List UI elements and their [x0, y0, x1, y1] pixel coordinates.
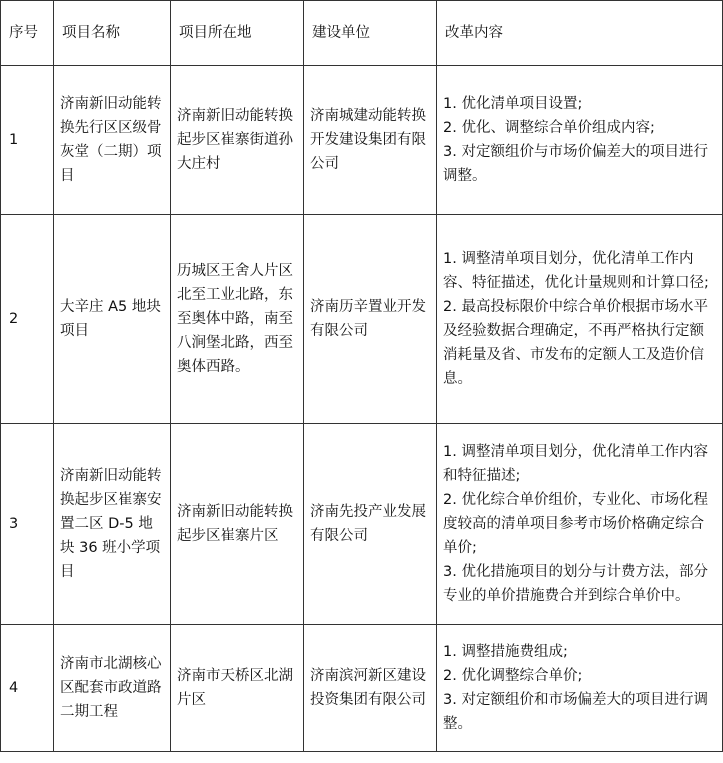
reform-content	[437, 66, 723, 215]
table-row	[1, 215, 723, 424]
construction-unit: 济南历辛置业开发有限公司	[304, 215, 437, 424]
row-number: 2	[1, 215, 54, 424]
row-number: 3	[1, 424, 54, 625]
reform-content	[437, 215, 723, 424]
reform-content	[437, 625, 723, 752]
project-location: 济南新旧动能转换起步区崔寨片区	[171, 424, 304, 625]
project-location: 历城区王舍人片区北至工业北路，东至奥体中路，南至八涧堡北路，西至奥体西路。	[171, 215, 304, 424]
header-seq: 序号	[1, 1, 54, 66]
reform-item: 3. 对定额组价与市场价偏差大的项目进行调整。	[443, 144, 708, 184]
reform-item: 1. 调整措施费组成;	[443, 644, 568, 660]
project-location: 济南新旧动能转换起步区崔寨街道孙大庄村	[171, 66, 304, 215]
construction-unit: 济南先投产业发展有限公司	[304, 424, 437, 625]
header-location: 项目所在地	[171, 1, 304, 66]
reform-item: 1. 调整清单项目划分，优化清单工作内容和特征描述;	[443, 444, 708, 484]
header-reform: 改革内容	[437, 1, 723, 66]
header-unit: 建设单位	[304, 1, 437, 66]
reform-content	[437, 424, 723, 625]
row-number: 1	[1, 66, 54, 215]
reform-item: 1. 调整清单项目划分，优化清单工作内容、特征描述，优化计量规则和计算口径;	[443, 251, 709, 291]
table-row	[1, 424, 723, 625]
reform-item: 2. 优化调整综合单价;	[443, 668, 583, 684]
reform-item: 2. 最高投标限价中综合单价根据市场水平及经验数据合理确定，不再严格执行定额消耗量及省、市发布的定额人工及造价信息。	[443, 299, 708, 387]
header-row	[1, 1, 723, 66]
reform-item: 3. 对定额组价和市场偏差大的项目进行调整。	[443, 692, 708, 732]
table-row	[1, 66, 723, 215]
construction-unit: 济南滨河新区建设投资集团有限公司	[304, 625, 437, 752]
project-location: 济南市天桥区北湖片区	[171, 625, 304, 752]
project-name: 济南市北湖核心区配套市政道路二期工程	[54, 625, 171, 752]
header-project-name: 项目名称	[54, 1, 171, 66]
reform-item: 2. 优化综合单价组价，专业化、市场化程度较高的清单项目参考市场价格确定综合单价;	[443, 492, 708, 556]
project-name: 大辛庄 A5 地块项目	[54, 215, 171, 424]
reform-item: 1. 优化清单项目设置;	[443, 96, 583, 112]
reform-item: 3. 优化措施项目的划分与计费方法，部分专业的单价措施费合并到综合单价中。	[443, 564, 708, 604]
project-name: 济南新旧动能转换先行区区级骨灰堂（二期）项目	[54, 66, 171, 215]
construction-unit: 济南城建动能转换开发建设集团有限公司	[304, 66, 437, 215]
project-name: 济南新旧动能转换起步区崔寨安置二区 D-5 地块 36 班小学项目	[54, 424, 171, 625]
table-row	[1, 625, 723, 752]
reform-item: 2. 优化、调整综合单价组成内容;	[443, 120, 655, 136]
row-number: 4	[1, 625, 54, 752]
